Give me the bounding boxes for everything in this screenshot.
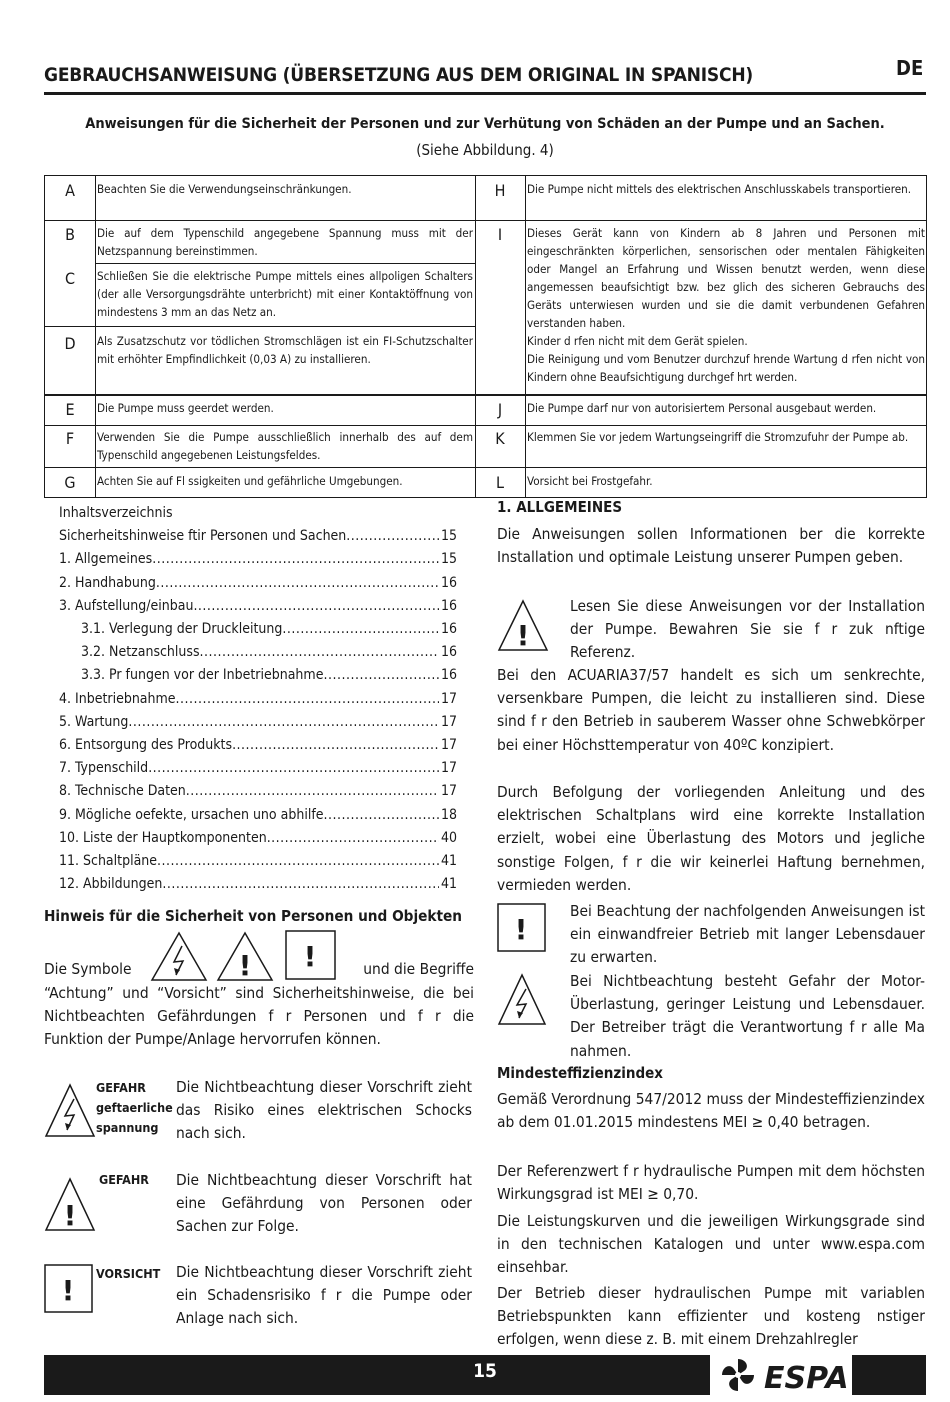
toc-item[interactable]: 3.1. Verlegung der Druckleitung ..... 16 — [59, 618, 457, 641]
toc-item[interactable]: 3.2. Netzanschluss ..... 16 — [59, 641, 457, 664]
svg-text:!: ! — [238, 949, 252, 982]
table-cell-b: Die auf dem Typenschild angegebene Spannung muss mit der Netzspannung bereinstimmen. — [97, 226, 473, 258]
table-letter-i: I — [497, 225, 503, 244]
table-cell-h: Die Pumpe nicht mittels des elektrischen Anschlusskabels transportieren. — [527, 182, 912, 196]
symbols-suffix: und die Begriffe — [363, 960, 474, 978]
toc-item[interactable]: 11. Schaltpläne ..... 41 — [59, 850, 457, 873]
page-number: 15 — [473, 1360, 497, 1382]
table-letter-k: K — [495, 429, 505, 448]
table-letter-j: J — [497, 400, 503, 419]
mei-paragraph-2: Der Referenzwert f r hydraulische Pumpen mit dem höchsten Wirkungsgrad ist MEI ≥ 0,70. — [497, 1162, 925, 1204]
table-cell-a: Beachten Sie die Verwendungseinschränkungen. — [97, 182, 352, 196]
general-paragraph-1: Die Anweisungen sollen Informationen ber die korrekte Installation und optimale Leistung unserer Pumpen geben. — [497, 525, 925, 567]
toc-item[interactable]: 8. Technische Daten ..... 17 — [59, 780, 457, 803]
table-cell-l: Vorsicht bei Frostgefahr. — [527, 474, 653, 488]
table-of-contents — [59, 502, 457, 896]
operation-note-text: Bei Beachtung der nachfolgenden Anweisungen ist ein einwandfreier Betrieb mit langer Lebensdauer zu erwarten. — [570, 902, 925, 967]
svg-text:!: ! — [303, 940, 317, 973]
read-instructions-text: Lesen Sie diese Anweisungen vor der Installation der Pumpe. Bewahren Sie sie f r zuk nftige Referenz. — [570, 597, 925, 662]
table-cell-i-text2: Kinder d rfen nicht mit dem Gerät spielen. — [527, 334, 748, 348]
table-letter-c: C — [64, 269, 76, 288]
electric-warning-icon — [150, 930, 208, 982]
warning-label-danger-2: GEFAHR — [99, 1172, 149, 1187]
figure-reference: (Siehe Abbildung. 4) — [416, 141, 554, 159]
table-letter-g: G — [64, 473, 76, 492]
toc-item[interactable]: 4. Inbetriebnahme ..... 17 — [59, 688, 457, 711]
caution-box-icon-2 — [497, 903, 547, 953]
mei-paragraph-1: Gemäß Verordnung 547/2012 muss der Mindesteffizienzindex ab dem 01.01.2015 mindestens MEI ≥ 0,40 betragen. — [497, 1090, 925, 1132]
mei-heading: Mindesteffizienzindex — [497, 1064, 664, 1082]
table-letter-h: H — [494, 181, 506, 200]
table-letter-e: E — [65, 400, 75, 419]
caution-box-icon — [285, 930, 337, 980]
toc-item[interactable]: 3.3. Pr fungen vor der Inbetriebnahme ..... 16 — [59, 664, 457, 687]
electric-shock-icon — [44, 1082, 96, 1138]
svg-text:!: ! — [63, 1199, 77, 1232]
safety-heading: Hinweis für die Sicherheit von Personen und Objekten — [44, 907, 463, 925]
table-cell-i-text3: Die Reinigung und vom Benutzer durchzuf hrende Wartung d rfen nicht von Kindern ohne Beaufsichtigung durchgef hrt werden. — [527, 352, 925, 384]
danger-warning-icon — [216, 930, 274, 982]
table-cell-e: Die Pumpe muss geerdet werden. — [97, 401, 274, 415]
svg-text:!: ! — [61, 1274, 75, 1307]
title-rule — [44, 92, 926, 95]
toc-item[interactable]: 6. Entsorgung des Produkts ..... 17 — [59, 734, 457, 757]
general-paragraph-3: Durch Befolgung der vorliegenden Anleitung und des elektrischen Schaltplans wird eine korrekte Installation erzielt, wobei eine Überlastung des Motors und jegliche sonstige Folgen, f r die wir keinerlei Haftung bernehmen, vermieden werden. — [497, 783, 925, 894]
symbols-prefix: Die Symbole — [44, 960, 132, 978]
espa-logo — [712, 1355, 852, 1395]
warning-text-caution: Die Nichtbeachtung dieser Vorschrift zieht ein Schadensrisiko f r die Pumpe oder Anlage nach sich. — [176, 1263, 472, 1328]
table-cell-k: Klemmen Sie vor jedem Wartungseingriff die Stromzufuhr der Pumpe ab. — [527, 430, 909, 444]
table-cell-g: Achten Sie auf Fl ssigkeiten und gefährliche Umgebungen. — [97, 474, 403, 488]
table-letter-a: A — [65, 181, 75, 200]
danger-icon — [44, 1176, 96, 1232]
toc-item[interactable]: 7. Typenschild ..... 17 — [59, 757, 457, 780]
svg-text:ESPA: ESPA — [764, 1361, 849, 1395]
general-heading: 1. ALLGEMEINES — [497, 498, 623, 516]
table-letter-f: F — [65, 429, 75, 448]
toc-item[interactable]: 9. Mögliche oefekte, ursachen uno abhilfe ..... 18 — [59, 804, 457, 827]
overload-warning-icon — [497, 972, 547, 1026]
caution-icon — [44, 1264, 94, 1314]
general-paragraph-2: Bei den ACUARIA37/57 handelt es sich um senkrechte, versenkbare Pumpen, die leicht zu installieren sind. Diese sind f r den Betrieb in sauberem Wasser ohne Schwebkörper bei einer Höchsttemperatur von 40ºC konzipiert. — [497, 666, 925, 754]
table-letter-b: B — [65, 225, 75, 244]
table-cell-i-text1: Dieses Gerät kann von Kindern ab 8 Jahren und Personen mit eingeschränkten körperlichen, sensorischen oder mentalen Fähigkeiten oder Mangel an Erfahrung und Wissen benutzt werden, wenn diese angemessen beaufsichtigt bzw. bez glich des sicheren Gebrauchs des Geräts unterwiesen wurden und sie die damit verbundenen Gefahren verstanden haben. — [527, 226, 925, 330]
section-subtitle: Anweisungen für die Sicherheit der Personen und zur Verhütung von Schäden an der Pumpe und an Sachen. — [85, 116, 885, 132]
toc-item[interactable]: 10. Liste der Hauptkomponenten ..... 40 — [59, 827, 457, 850]
toc-item[interactable]: 1. Allgemeines ..... 15 — [59, 548, 457, 571]
table-cell-i — [527, 224, 925, 386]
toc-item[interactable]: 5. Wartung ..... 17 — [59, 711, 457, 734]
toc-item[interactable]: 12. Abbildungen ..... 41 — [59, 873, 457, 896]
toc-heading: Inhaltsverzeichnis — [59, 505, 173, 521]
warning-text-electric: Die Nichtbeachtung dieser Vorschrift zieht das Risiko eines elektrischen Schocks nach sich. — [176, 1078, 472, 1143]
svg-text:!: ! — [516, 619, 530, 652]
svg-text:!: ! — [514, 913, 528, 946]
table-letter-l: L — [495, 473, 504, 492]
table-cell-j: Die Pumpe darf nur von autorisiertem Personal ausgebaut werden. — [527, 401, 877, 415]
language-code: DE — [896, 56, 924, 80]
toc-item[interactable]: 3. Aufstellung/einbau ..... 16 — [59, 595, 457, 618]
warning-text-danger: Die Nichtbeachtung dieser Vorschrift hat eine Gefährdung von Personen oder Sachen zur Folge. — [176, 1171, 472, 1236]
overload-warning-text: Bei Nichtbeachtung besteht Gefahr der Motor-Überlastung, geringer Leistung und Lebensdauer. Der Betreiber trägt die Verantwortung f r alle Ma nahmen. — [570, 972, 925, 1060]
table-letter-d: D — [64, 334, 76, 353]
toc-item[interactable]: Sicherheitshinweise ftir Personen und Sachen ..... 15 — [59, 525, 457, 548]
mei-paragraph-4: Der Betrieb dieser hydraulischen Pumpe mit variablen Betriebspunkten kann effizienter und kosteng nstiger erfolgen, wenn diese z. B. mit einem Drehzahlregler — [497, 1284, 925, 1349]
mei-paragraph-3: Die Leistungskurven und die jeweiligen Wirkungsgrade sind in den technischen Katalogen und unter www.espa.com einsehbar. — [497, 1212, 925, 1277]
table-cell-f: Verwenden Sie die Pumpe ausschließlich innerhalb des auf dem Typenschild angegebenen Leistungsfeldes. — [97, 430, 473, 462]
warning-label-danger: GEFAHR geftaerliche spannung — [96, 1080, 173, 1135]
read-instructions-warning-icon — [497, 598, 549, 652]
page-title: GEBRAUCHSANWEISUNG (ÜBERSETZUNG AUS DEM ORIGINAL IN SPANISCH) — [44, 64, 754, 86]
warning-label-caution: VORSICHT — [96, 1266, 161, 1281]
symbols-text: “Achtung” und “Vorsicht” sind Sicherheitshinweise, die bei Nichtbeachten Gefährdungen f r Personen und f r die Funktion der Pumpe/Anlage hervorrufen können. — [44, 984, 474, 1049]
table-cell-c: Schließen Sie die elektrische Pumpe mittels eines allpoligen Schalters (der alle Versorgungsdrähte unterbricht) mit einer Kontaktöffnung von mindestens 3 mm an das Netz an. — [97, 269, 473, 319]
safety-table — [44, 175, 927, 498]
toc-item[interactable]: 2. Handhabung ..... 16 — [59, 572, 457, 595]
table-cell-d: Als Zusatzschutz vor tödlichen Stromschlägen ist ein FI-Schutzschalter mit erhöhter Empfindlichkeit (0,03 A) zu installieren. — [97, 334, 473, 366]
